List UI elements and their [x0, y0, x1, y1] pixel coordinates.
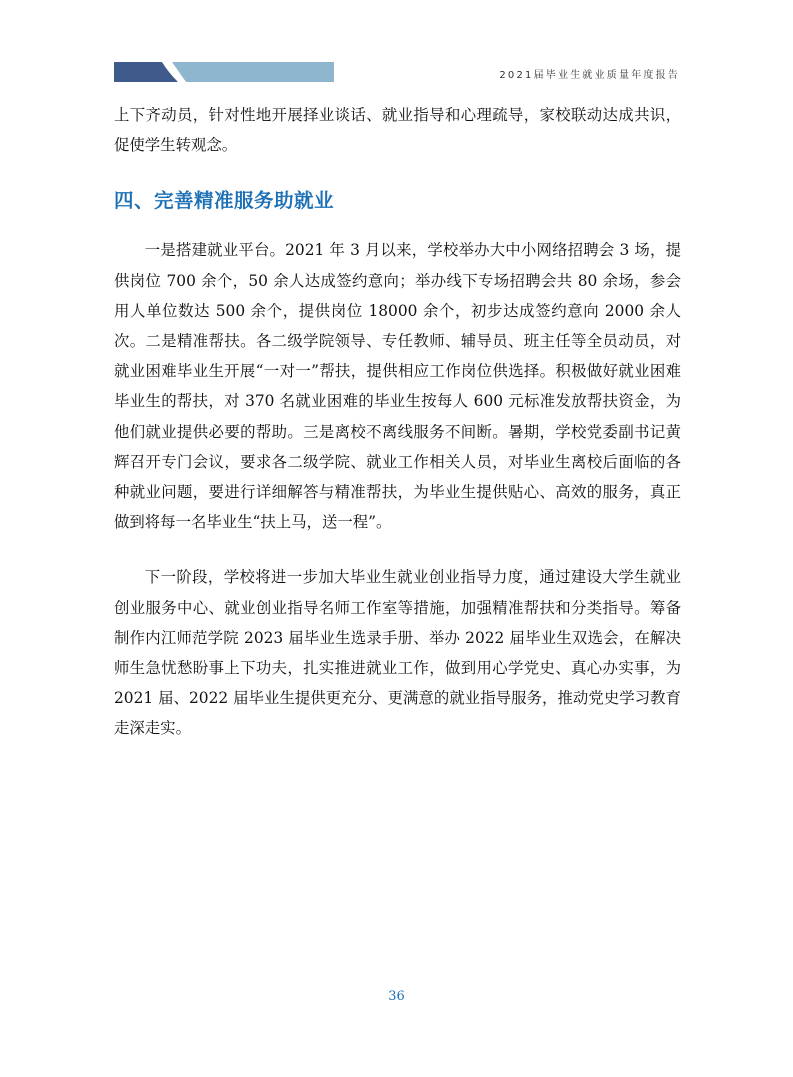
report-title: 2021届毕业生就业质量年度报告 — [499, 70, 680, 81]
header-bar-graphic — [114, 62, 334, 82]
page-number: 36 — [388, 989, 405, 1004]
section-heading: 四、完善精准服务助就业 — [114, 189, 335, 213]
body-paragraph-1: 一是搭建就业平台。2021 年 3 月以来，学校举办大中小网络招聘会 3 场，提供岗位 700 余个，50 余人达成签约意向；举办线下专场招聘会共 80 余场，参会用人单位数达 500 余个，提供岗位 18000 余个，初步达成签约意向 2000 余人次。二是精准帮扶。各二级学院领导、专任教师、辅导员、班主任等全员动员，对就业困难毕业生开展“一对一”帮扶，提供相应工作岗位供选择。积极做好就业困难毕业生的帮扶，对 370 名就业困难的毕业生按每人 600 元标准发放帮扶资金，为他们就业提供必要的帮助。三是离校不离线服务不间断。暑期，学校党委副书记黄辉召开专门会议，要求各二级学院、就业工作相关人员，对毕业生离校后面临的各种就业问题，要进行详细解答与精准帮扶，为毕业生提供贴心、高效的服务，真正做到将每一名毕业生“扶上马，送一程”。 — [114, 241, 681, 532]
body-paragraph-2: 下一阶段，学校将进一步加大毕业生就业创业指导力度，通过建设大学生就业创业服务中心、就业创业指导名师工作室等措施，加强精准帮扶和分类指导。筹备制作内江师范学院 2023 届毕业生选录手册、举办 2022 届毕业生双选会，在解决师生急忧愁盼事上下功夫，扎实推进就业工作，做到用心学党史、真心办实事，为 2021 届、2022 届毕业生提供更充分、更满意的就业指导服务，推动党史学习教育走深走实。 — [114, 568, 681, 738]
header-decorative-bar — [114, 62, 334, 82]
header-bar-light-segment — [172, 62, 334, 82]
carry-over-paragraph: 上下齐动员，针对性地开展择业谈话、就业指导和心理疏导，家校联动达成共识，促使学生转观念。 — [114, 106, 681, 155]
page-content — [114, 100, 681, 744]
